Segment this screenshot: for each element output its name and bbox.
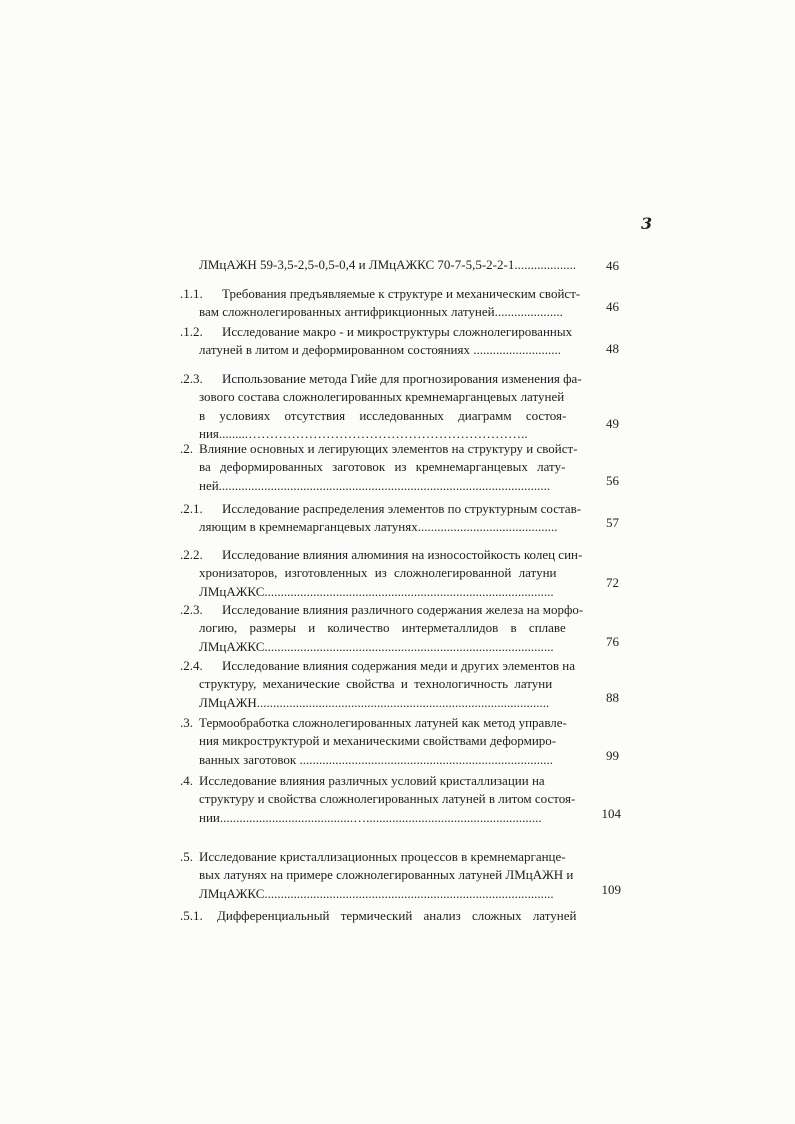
toc-entry-line: вам сложнолегированных антифрикционных латуней.....................: [199, 304, 563, 320]
toc-entry-text: [217, 907, 585, 925]
toc-entry-line: ЛМцАЖН..........................................................................................: [199, 694, 550, 710]
toc-page-ref: 109: [601, 882, 621, 897]
toc-entry-line: ЛМцАЖКС.........................................................................................: [199, 885, 554, 901]
toc-entry-line: Дифференциальный термический анализ сложных латуней: [217, 908, 577, 923]
toc-entry-text: [199, 256, 585, 274]
toc-section-number: .2.4.: [180, 658, 203, 673]
toc-entry-text: [199, 546, 585, 601]
toc-section-number: .2.3.: [180, 371, 203, 386]
toc-entry-line: Требования предъявляемые к структуре и механическим свойст-: [222, 286, 581, 301]
toc-entry-line: ней......................................................................................................: [199, 477, 551, 493]
toc-entry-line: ляющим в кремнемарганцевых латунях...........................................: [199, 519, 558, 535]
toc-section-number: .5.1.: [180, 908, 203, 923]
toc-entry-line: Исследование кристаллизационных процессов в кремнемарганце-: [199, 849, 566, 864]
toc-entry-text: [199, 500, 585, 537]
toc-page-ref: 88: [606, 690, 619, 705]
toc-entry-text: [199, 323, 585, 360]
toc-page-ref: 57: [606, 515, 619, 530]
toc-entry-text: [199, 772, 585, 827]
toc-page-ref: 104: [601, 806, 621, 821]
toc-entry-line: зового состава сложнолегированных кремнемарганцевых латуней: [199, 389, 565, 405]
toc-entry-line: хронизаторов, изготовленных из сложнолегированной латуни: [199, 565, 557, 581]
toc-page-ref: 46: [606, 258, 619, 273]
toc-entry-line: Использование метода Гийе для прогнозирования изменения фа-: [222, 371, 582, 386]
toc-entry-line: ния.........………………………………………………………..: [199, 425, 528, 441]
toc-page-ref: 72: [606, 575, 619, 590]
toc-section-number: .5.: [180, 849, 193, 864]
toc-entry-line: ва деформированных заготовок из кремнемарганцевых лату-: [199, 459, 566, 475]
toc-section-number: .4.: [180, 773, 193, 788]
toc-entry-line: ЛМцАЖКС.........................................................................................: [199, 583, 554, 599]
toc-entry-line: Исследование влияния алюминия на износостойкость колец син-: [222, 547, 583, 562]
toc-entry-text: [199, 657, 585, 712]
toc-section-number: .2.2.: [180, 547, 203, 562]
toc-entry-line: Исследование влияния различных условий кристаллизации на: [199, 773, 545, 788]
toc-section-number: .1.1.: [180, 286, 203, 301]
toc-entry-line: структуру и свойства сложнолегированных латуней в литом состоя-: [199, 791, 576, 807]
toc-entry-line: ЛМцАЖН 59-3,5-2,5-0,5-0,4 и ЛМцАЖКС 70-7-5,5-2-2-1...................: [199, 257, 577, 272]
toc-entry-line: ния микроструктурой и механическими свойствами деформиро-: [199, 733, 557, 749]
toc-section-number: .2.: [180, 441, 193, 456]
toc-section-number: .1.2.: [180, 324, 203, 339]
toc-entry-line: в условиях отсутствия исследованных диаграмм состоя-: [199, 407, 567, 423]
toc-entry-line: Исследование влияния различного содержания железа на морфо-: [222, 602, 584, 617]
toc-entry-line: нии.........................................…......................................................: [199, 809, 542, 825]
page-number: 3: [641, 214, 653, 233]
toc-entry-text: [199, 285, 585, 322]
toc-entry-text: [199, 440, 585, 495]
toc-section-number: .2.3.: [180, 602, 203, 617]
toc-section-number: .3.: [180, 715, 193, 730]
toc-entry-text: [199, 848, 585, 903]
toc-entry-text: [199, 370, 585, 443]
toc-entry-line: ванных заготовок ..............................................................................: [199, 751, 554, 767]
toc-page-ref: 76: [606, 634, 619, 649]
toc-page-ref: 48: [606, 341, 619, 356]
toc-entry-line: структуру, механические свойства и технологичность латуни: [199, 676, 553, 692]
toc-entry-line: Термообработка сложнолегированных латуней как метод управле-: [199, 715, 567, 730]
toc-entry-text: [199, 714, 585, 769]
toc-entry-line: Исследование макро - и микроструктуры сложнолегированных: [222, 324, 573, 339]
toc-entry-line: Исследование влияния содержания меди и других элементов на: [222, 658, 576, 673]
toc-page-ref: 49: [606, 416, 619, 431]
toc-entry-line: логию, размеры и количество интерметаллидов в сплаве: [199, 620, 566, 636]
toc-entry-line: ЛМцАЖКС.........................................................................................: [199, 638, 554, 654]
toc-entry-line: латуней в литом и деформированном состояниях ...........................: [199, 342, 561, 358]
toc-entry-line: Влияние основных и легирующих элементов на структуру и свойст-: [199, 441, 578, 456]
toc-entry-line: вых латунях на примере сложнолегированных латуней ЛМцАЖН и: [199, 867, 574, 883]
toc-page-ref: 46: [606, 299, 619, 314]
toc-entry-line: Исследование распределения элементов по структурным состав-: [222, 501, 582, 516]
toc-page-ref: 56: [606, 473, 619, 488]
toc-entry-text: [199, 601, 585, 656]
toc-page-ref: 99: [606, 748, 619, 763]
toc-section-number: .2.1.: [180, 501, 203, 516]
